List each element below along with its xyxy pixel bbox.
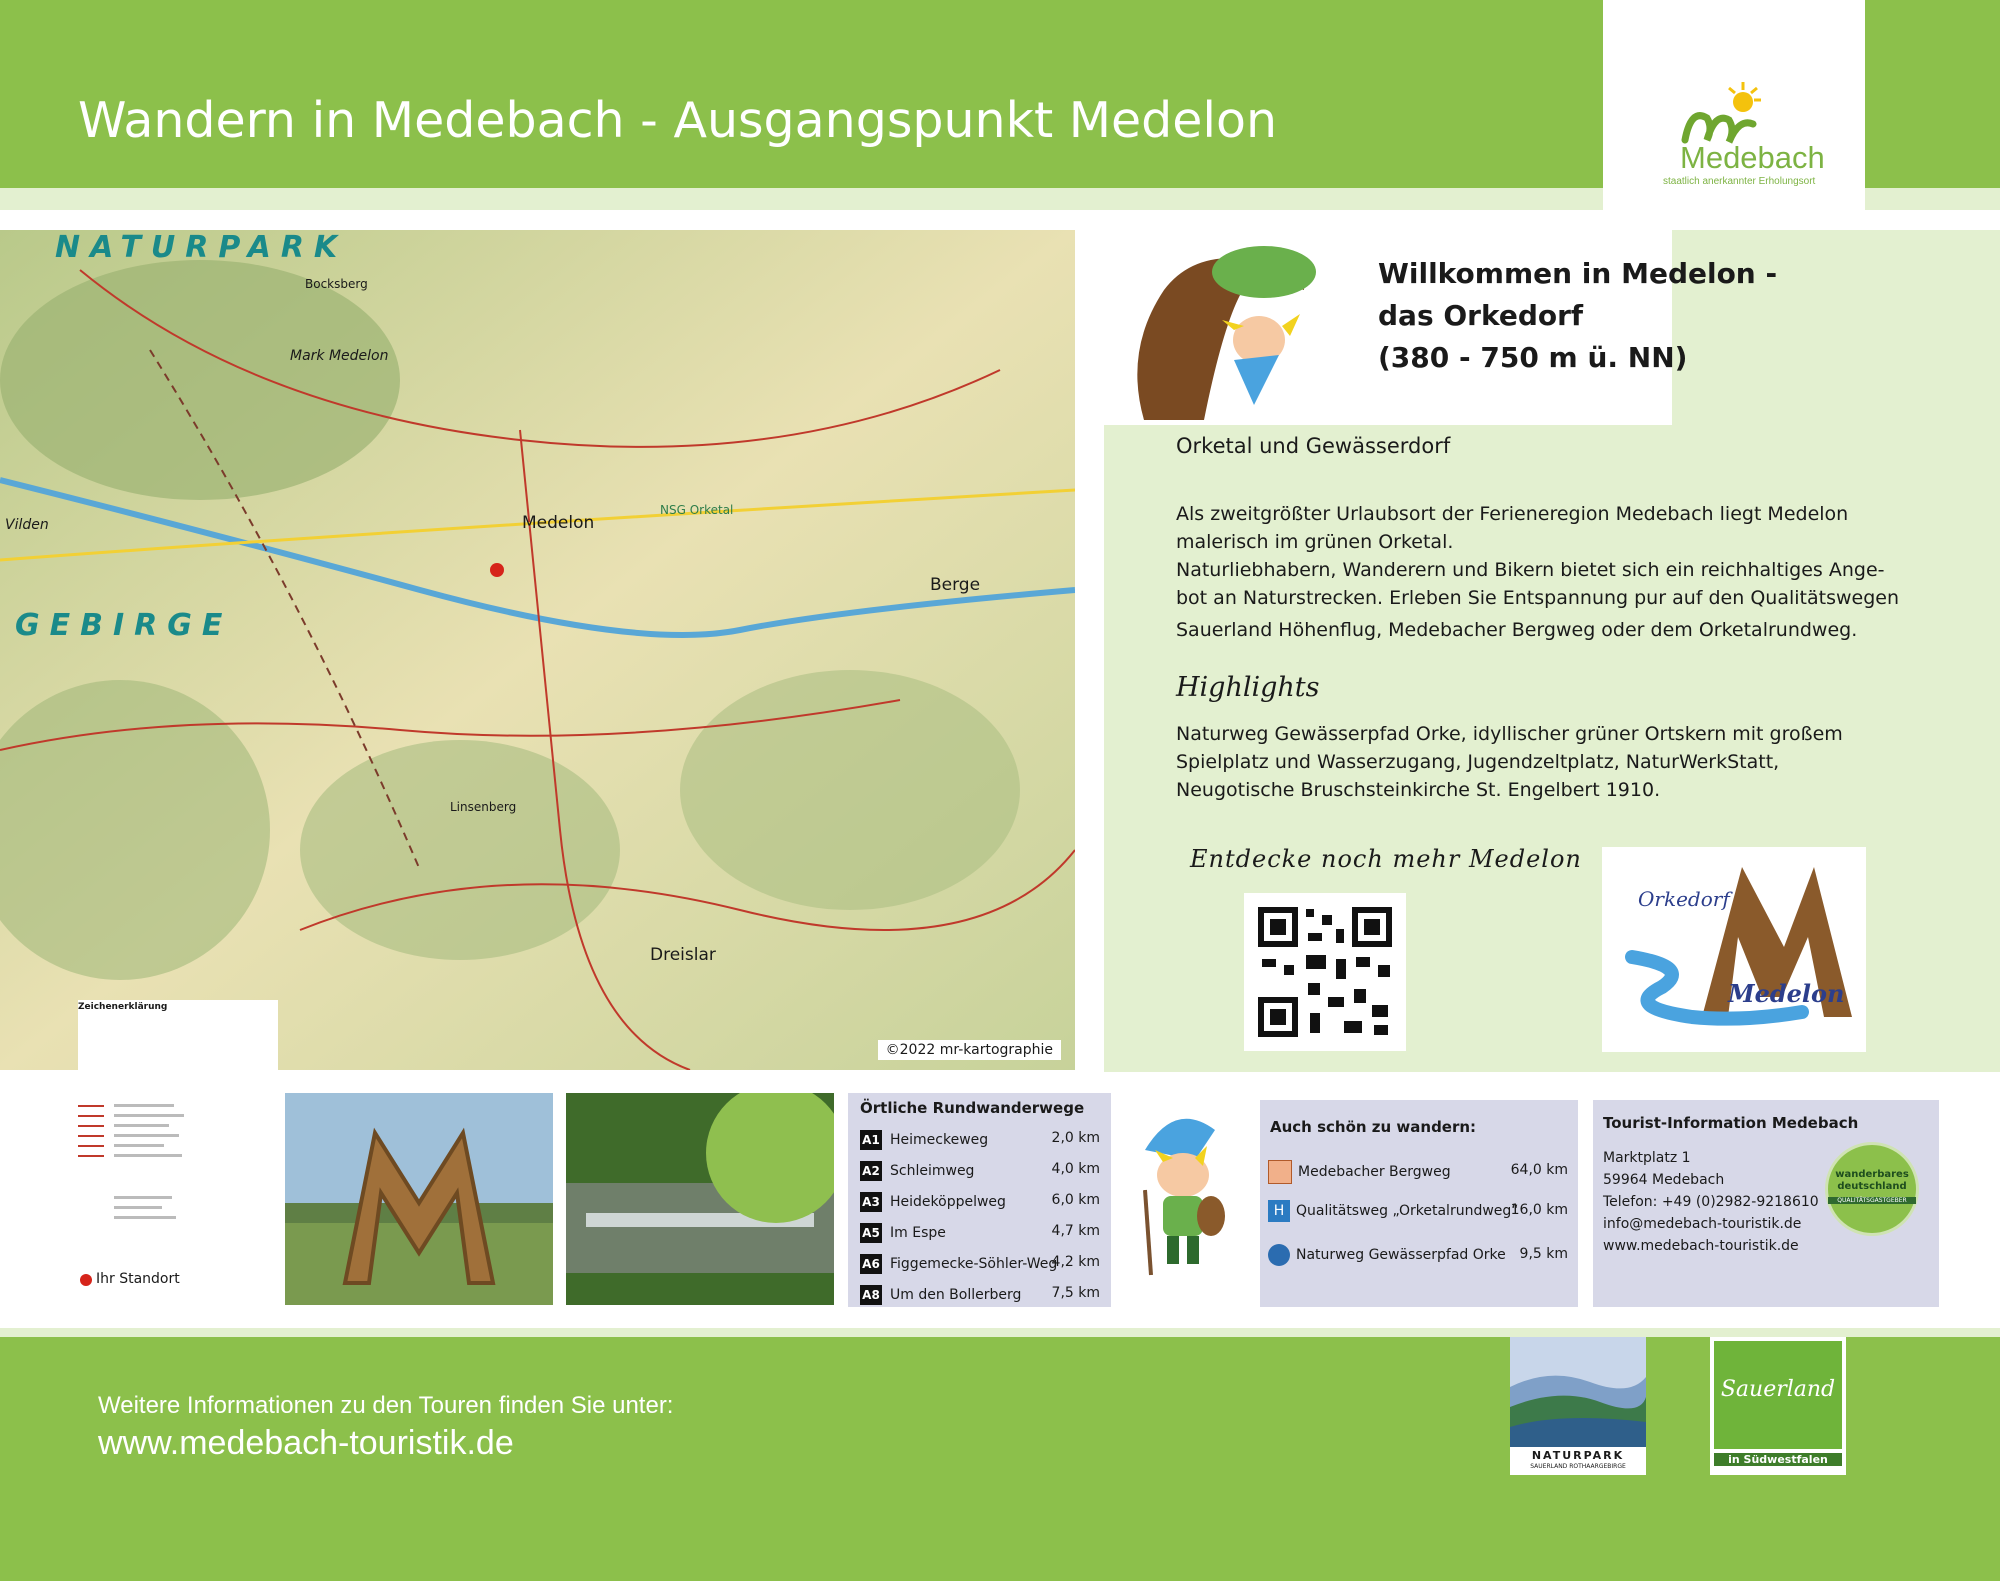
tourist-street: Marktplatz 1 [1603, 1150, 1691, 1166]
route-row[interactable] [860, 1130, 1100, 1150]
route-name: Um den Bollerberg [890, 1287, 1022, 1303]
route-row[interactable] [860, 1192, 1100, 1212]
also-distance: 16,0 km [1510, 1202, 1568, 1218]
routes-title: Örtliche Rundwanderwege [860, 1099, 1085, 1117]
route-row[interactable] [860, 1161, 1100, 1181]
sauerland-sub: in Südwestfalen [1714, 1453, 1842, 1466]
badge-line1: wanderbares [1835, 1169, 1909, 1180]
also-name: Qualitätsweg „Orketalrundweg“ [1296, 1203, 1519, 1219]
route-marker: A5 [860, 1223, 882, 1243]
welcome-box-left [1104, 230, 1352, 425]
route-marker: A1 [860, 1130, 882, 1150]
route-distance: 2,0 km [1051, 1130, 1100, 1146]
intro-line: Sauerland Höhenflug, Medebacher Bergweg oder dem Orketalrundweg. [1176, 619, 1858, 641]
gnome-on-branch-icon [1104, 230, 1352, 425]
route-marker: A6 [860, 1254, 882, 1274]
route-row[interactable] [860, 1285, 1100, 1305]
route-row[interactable] [860, 1223, 1100, 1243]
intro-line: malerisch im grünen Orketal. [1176, 531, 1454, 553]
map-legend [78, 1000, 278, 1305]
you-are-here-marker [80, 1274, 92, 1286]
photo-river [566, 1093, 834, 1305]
highlights-line: Neugotische Bruschsteinkirche St. Engelbert 1910. [1176, 779, 1661, 801]
route-name: Heideköppelweg [890, 1194, 1006, 1210]
map-label-mark-medelon: Mark Medelon [290, 348, 389, 364]
sauerland-wordmark: Sauerland [1720, 1377, 1836, 1402]
medebach-logo [1603, 0, 1865, 210]
discover-text: Entdecke noch mehr Medelon [1190, 845, 1582, 873]
orkedorf-logo-icon [1602, 847, 1866, 1052]
qr-code[interactable] [1244, 893, 1406, 1051]
route-marker: A8 [860, 1285, 882, 1305]
badge-line2: deutschland [1837, 1181, 1907, 1192]
you-are-here-label: Ihr Standort [96, 1271, 180, 1287]
welcome-line3: (380 - 750 m ü. NN) [1378, 341, 1688, 374]
map-label-berge: Berge [930, 575, 981, 595]
tourist-title: Tourist-Information Medebach [1603, 1114, 1859, 1132]
qr-code-icon [1244, 893, 1406, 1051]
badge-line3: QUALITÄTSGASTGEBER [1828, 1197, 1916, 1204]
route-name: Figgemecke-Söhler-Weg [890, 1256, 1058, 1272]
tourist-city: 59964 Medebach [1603, 1172, 1725, 1188]
wanderbares-badge [1825, 1142, 1919, 1236]
map-credit: ©2022 mr-kartographie [878, 1040, 1061, 1060]
map-graphic [0, 230, 1075, 1070]
tourist-phone[interactable]: Telefon: +49 (0)2982-9218610 [1603, 1194, 1819, 1210]
welcome-heading [1378, 253, 1777, 379]
legend-symbols [78, 1016, 278, 1266]
tourist-email[interactable]: info@medebach-touristik.de [1603, 1216, 1802, 1232]
map-label-linsenberg: Linsenberg [450, 800, 517, 814]
also-name: Medebacher Bergweg [1298, 1164, 1451, 1180]
map-label-vilden: Vilden [5, 517, 49, 533]
route-marker: A2 [860, 1161, 882, 1181]
route-distance: 4,7 km [1051, 1223, 1100, 1239]
gnome-mascot [1125, 1110, 1235, 1280]
highlights-text [1176, 720, 1936, 804]
also-distance: 64,0 km [1510, 1162, 1568, 1178]
intro-line: Naturliebhabern, Wanderern und Bikern bietet sich ein reichhaltiges Ange- [1176, 559, 1885, 581]
highlights-line: Naturweg Gewässerpfad Orke, idyllischer grüner Ortskern mit großem [1176, 723, 1843, 745]
naturpark-logo [1510, 1337, 1646, 1475]
welcome-line2: das Orkedorf [1378, 299, 1584, 332]
route-row[interactable] [860, 1254, 1100, 1274]
route-distance: 7,5 km [1051, 1285, 1100, 1301]
qualitaetsweg-icon: H [1268, 1200, 1290, 1222]
naturpark-line1: NATURPARK [1531, 1449, 1625, 1462]
map-label-nsg-orketal: NSG Orketal [660, 503, 734, 517]
gnome-icon [1125, 1110, 1235, 1280]
also-row[interactable] [1268, 1200, 1568, 1222]
route-distance: 4,2 km [1051, 1254, 1100, 1270]
logo-tagline: staatlich anerkannter Erholungsort [1663, 176, 1816, 187]
also-row[interactable] [1268, 1244, 1568, 1266]
route-name: Heimeckeweg [890, 1132, 989, 1148]
orkedorf-top-label: Orkedorf [1638, 887, 1730, 911]
page-title: Wandern in Medebach - Ausgangspunkt Medelon [78, 92, 1278, 149]
route-distance: 6,0 km [1051, 1192, 1100, 1208]
highlights-line: Spielplatz und Wasserzugang, Jugendzeltplatz, NaturWerkStatt, [1176, 751, 1780, 773]
also-name: Naturweg Gewässerpfad Orke [1296, 1247, 1506, 1263]
orkedorf-logo [1602, 847, 1866, 1052]
route-name: Schleimweg [890, 1163, 975, 1179]
welcome-line1: Willkommen in Medelon - [1378, 257, 1778, 290]
also-row[interactable] [1268, 1160, 1568, 1184]
intro-line: Als zweitgrößter Urlaubsort der Ferieneregion Medebach liegt Medelon [1176, 503, 1849, 525]
photo-m-sculpture [285, 1093, 553, 1305]
subheading: Orketal und Gewässerdorf [1176, 434, 1451, 458]
also-distance: 9,5 km [1519, 1246, 1568, 1262]
map-label-dreislar: Dreislar [650, 945, 716, 965]
map-label-bocksberg: Bocksberg [305, 277, 368, 291]
naturpark-line2: SAUERLAND ROTHAARGEBIRGE [1530, 1463, 1626, 1470]
route-marker: A3 [860, 1192, 882, 1212]
footer-info-text: Weitere Informationen zu den Touren finden Sie unter: [98, 1392, 674, 1419]
also-title: Auch schön zu wandern: [1270, 1118, 1477, 1136]
intro-text [1176, 500, 1936, 644]
orkedorf-bottom-label: Medelon [1728, 979, 1845, 1008]
footer-url[interactable]: www.medebach-touristik.de [98, 1424, 514, 1462]
hiking-map[interactable] [0, 230, 1075, 1070]
also-card [1260, 1100, 1578, 1307]
naturpark-landscape-icon [1510, 1337, 1646, 1447]
route-name: Im Espe [890, 1225, 946, 1241]
legend-title: Zeichenerklärung [78, 1002, 168, 1012]
map-label-naturpark: NATURPARK [55, 230, 348, 265]
intro-line: bot an Naturstrecken. Erleben Sie Entspannung pur auf den Qualitätswegen [1176, 587, 1899, 609]
highlights-heading: Highlights [1176, 672, 1320, 703]
sauerland-logo [1710, 1337, 1846, 1475]
naturweg-icon [1268, 1244, 1290, 1266]
logo-wordmark: Medebach [1680, 140, 1825, 175]
bergweg-icon [1268, 1160, 1292, 1184]
tourist-web[interactable]: www.medebach-touristik.de [1603, 1238, 1799, 1254]
routes-card [848, 1093, 1111, 1307]
route-distance: 4,0 km [1051, 1161, 1100, 1177]
tourist-info-card [1593, 1100, 1939, 1307]
map-label-gebirge: GEBIRGE [15, 608, 233, 643]
map-label-medelon: Medelon [522, 513, 595, 533]
